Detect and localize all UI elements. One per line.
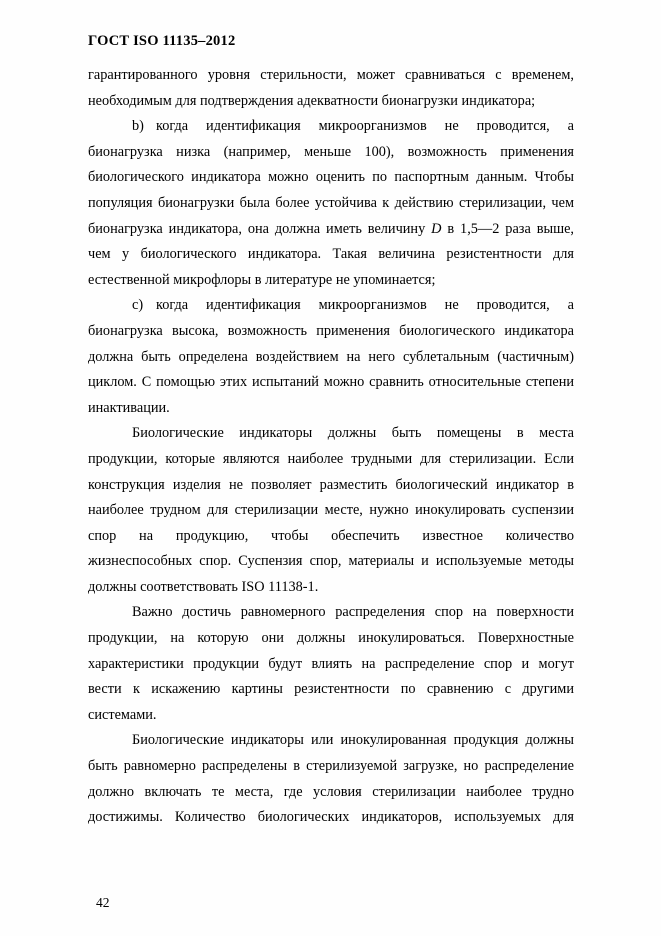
page-header: ГОСТ ISO 11135–2012 — [88, 33, 236, 49]
text-line: необходимым для подтверждения адекватности бионагрузки индикатора; — [88, 92, 536, 109]
text-line — [88, 421, 574, 447]
list-item-b — [88, 114, 574, 293]
text-line: характеристики продукции будут влиять на распределение спор и могут — [88, 655, 574, 672]
text-line: должно включать те места, где условия стерилизации наиболее трудно — [88, 783, 574, 800]
text-line: достижимы. Количество биологических индикаторов, используемых для — [88, 809, 574, 826]
text-line: жизнеспособных спор. Суспензия спор, материалы и используемые методы — [88, 553, 574, 570]
text-line — [88, 600, 574, 626]
text-line: бионагрузка низка (например, меньше 100), возможность применения — [88, 143, 574, 160]
variable-d: D — [431, 220, 442, 237]
text-line-content: когда идентификация микроорганизмов не проводится, а — [156, 118, 574, 135]
text-line: вести к искажению картины резистентности по сравнению с другими — [88, 681, 574, 698]
list-item-c — [88, 293, 574, 421]
text-line: гарантированного уровня стерильности, может сравниваться с временем, — [88, 67, 574, 83]
text-segment: в 1,5—2 раза выше, — [441, 220, 574, 237]
text-line: инактивации. — [88, 399, 170, 416]
text-line: естественной микрофлоры в литературе не упоминается; — [88, 271, 436, 288]
text-line-content: Биологические индикаторы или инокулированная продукция должны — [132, 732, 574, 749]
text-line — [88, 293, 574, 319]
text-line-content: Важно достичь равномерного распределения спор на поверхности — [132, 604, 574, 621]
text-line: бионагрузка высока, возможность применения биологического индикатора — [88, 322, 574, 339]
paragraph-continuation — [88, 63, 574, 114]
text-line-with-variable — [88, 217, 574, 243]
text-line: продукции, которые являются наиболее трудными для стерилизации. Если — [88, 450, 574, 467]
text-line-reference: должны соответствовать ISO 11138-1. — [88, 578, 319, 595]
text-line: наиболее трудном для стерилизации месте, нужно инокулировать суспензии — [88, 502, 574, 519]
page-number: 42 — [96, 895, 110, 910]
text-line — [88, 114, 574, 140]
text-line-content: Биологические индикаторы должны быть помещены в места — [132, 425, 574, 442]
text-line: быть равномерно распределены в стерилизуемой загрузке, но распределение — [88, 758, 574, 775]
list-marker-b: b) — [132, 118, 144, 135]
text-line-content: когда идентификация микроорганизмов не проводится, а — [156, 297, 574, 314]
text-line: продукции, на которую они должны инокулироваться. Поверхностные — [88, 630, 574, 647]
paragraph-load-distribution — [88, 728, 574, 830]
text-line: чем у биологического индикатора. Такая величина резистентности для — [88, 246, 574, 263]
page-body — [88, 63, 574, 831]
text-line: должна быть определена воздействием на него сублетальным (частичным) — [88, 348, 574, 365]
text-line: конструкция изделия не позволяет разместить биологический индикатор в — [88, 476, 574, 493]
text-segment: бионагрузка индикатора, она должна иметь величину — [88, 220, 432, 237]
list-marker-c: c) — [132, 297, 144, 314]
text-line: циклом. С помощью этих испытаний можно сравнить относительные степени — [88, 374, 574, 391]
text-line: системами. — [88, 706, 157, 723]
text-line — [88, 728, 574, 754]
paragraph-indicator-placement — [88, 421, 574, 600]
text-line: биологического индикатора можно оценить по паспортным данным. Чтобы — [88, 169, 574, 186]
text-line: популяция бионагрузки была более устойчива к действию стерилизации, чем — [88, 194, 574, 211]
paragraph-spore-distribution — [88, 600, 574, 728]
text-line: спор на продукцию, чтобы обеспечить известное количество — [88, 527, 574, 544]
